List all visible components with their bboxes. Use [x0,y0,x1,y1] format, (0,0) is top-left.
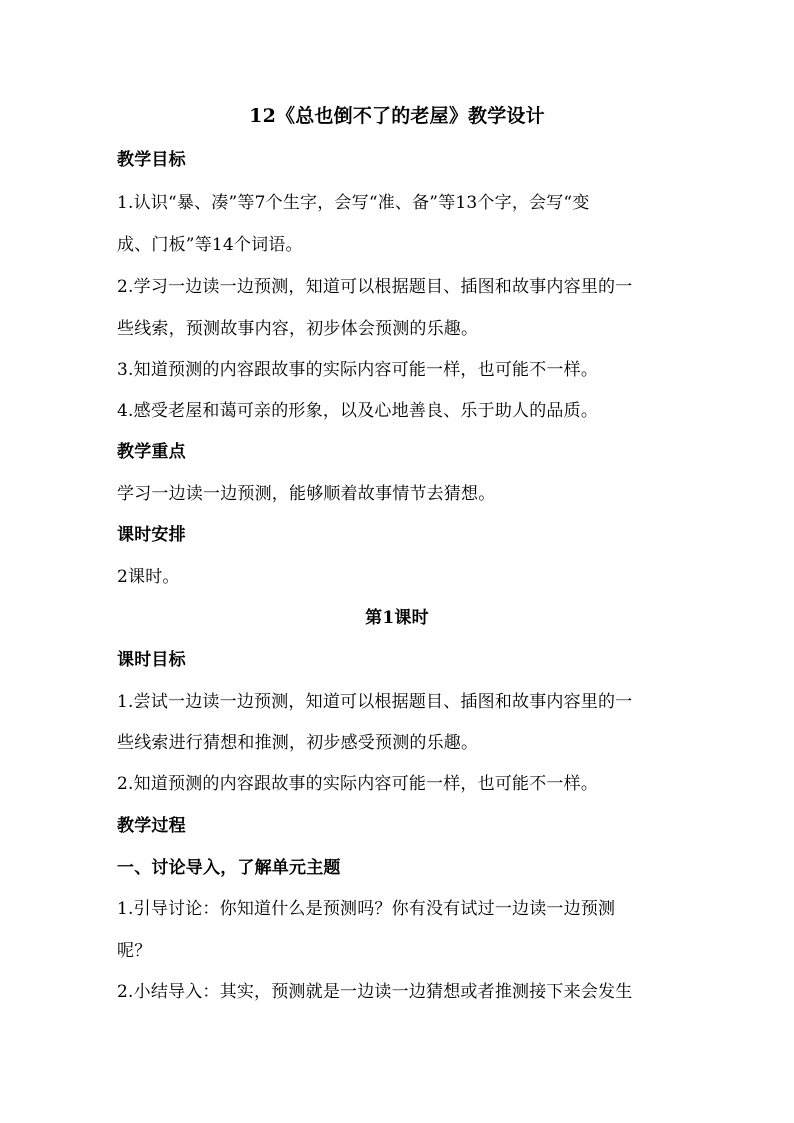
part1-line: 呢？ [117,941,152,961]
schedule-heading: 课时安排 [117,525,186,545]
lesson-goal-line: 2.知道预测的内容跟故事的实际内容可能一样，也可能不一样。 [117,774,599,794]
goal-line: 4.感受老屋和蔼可亲的形象，以及心地善良、乐于助人的品质。 [117,401,599,421]
part1-line: 1.引导讨论：你知道什么是预测吗？你有没有试过一边读一边预测 [117,899,616,919]
lesson1-heading: 第1课时 [365,608,429,628]
focus-heading: 教学重点 [117,442,186,462]
focus-text: 学习一边读一边预测，能够顺着故事情节去猜想。 [117,484,496,504]
goals-heading: 教学目标 [117,150,186,170]
document-title: 12《总也倒不了的老屋》教学设计 [249,105,545,127]
lesson-goal-line: 些线索进行猜想和推测，初步感受预测的乐趣。 [117,733,479,753]
goal-line: 2.学习一边读一边预测，知道可以根据题目、插图和故事内容里的一 [117,277,633,297]
goal-line: 些线索，预测故事内容，初步体会预测的乐趣。 [117,319,479,339]
part1-heading: 一、讨论导入，了解单元主题 [117,858,341,878]
goal-line: 3.知道预测的内容跟故事的实际内容可能一样，也可能不一样。 [117,360,599,380]
lesson-goals-heading: 课时目标 [117,650,186,670]
part1-line: 2.小结导入：其实，预测就是一边读一边猜想或者推测接下来会发生 [117,982,633,1002]
lesson-goal-line: 1.尝试一边读一边预测，知道可以根据题目、插图和故事内容里的一 [117,692,633,712]
goal-line: 1.认识“暴、凑”等7个生字，会写“准、备”等13个字，会写“变 [117,193,590,213]
goal-line: 成、门板”等14个词语。 [117,235,303,255]
schedule-text: 2课时。 [117,567,180,587]
process-heading: 教学过程 [117,816,186,836]
